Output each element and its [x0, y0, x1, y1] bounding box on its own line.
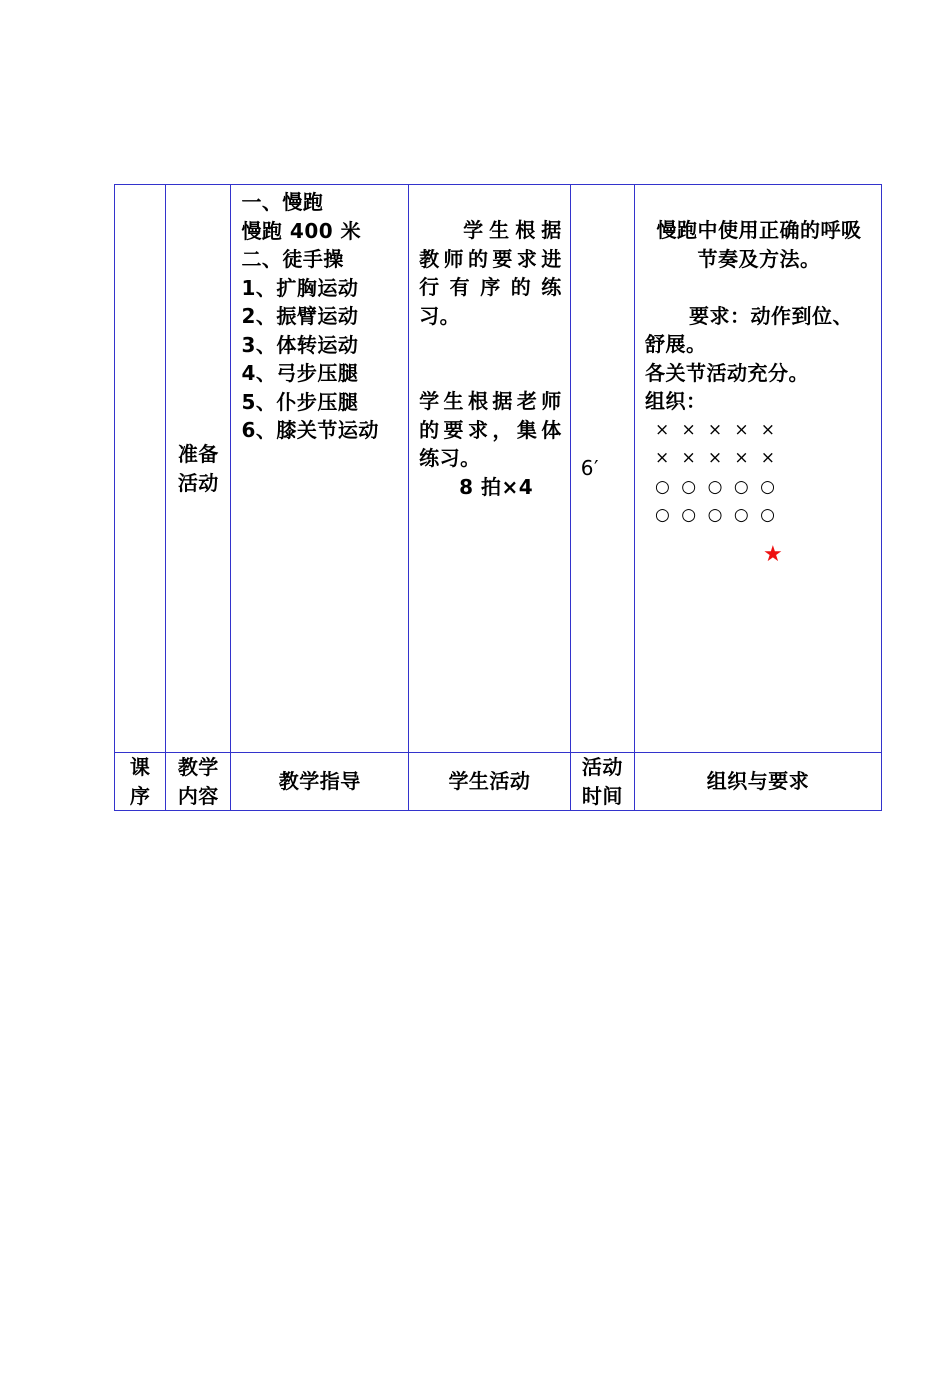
student-circle-mark: ○ — [707, 505, 723, 525]
student-circle-mark: ○ — [655, 476, 670, 497]
guide-item: 一、慢跑 — [241, 190, 324, 214]
student-line: 行 有 序 的 练 — [419, 275, 562, 299]
guide-item: 4、弓步压腿 — [241, 361, 359, 385]
header-content — [166, 753, 231, 811]
student-line: 学 生 根 据 — [463, 218, 562, 242]
guide-item: 慢跑 400 米 — [241, 218, 362, 243]
formation-row — [655, 444, 775, 473]
student-cross-mark: × — [707, 448, 723, 468]
header-content-line: 内容 — [177, 783, 219, 808]
formation-row — [655, 501, 775, 530]
student-cross-mark: × — [655, 419, 670, 440]
guide-item: 二、徒手操 — [241, 247, 344, 271]
activity-row — [115, 185, 882, 753]
guide-item: 1、扩胸运动 — [241, 275, 359, 300]
header-org: 组织与要求 — [635, 753, 882, 811]
org-cell — [635, 185, 882, 753]
formation-diagram — [645, 416, 873, 586]
guide-item: 2、振臂运动 — [241, 304, 359, 328]
org-line: 慢跑中使用正确的呼吸 — [656, 218, 862, 242]
student-cross-mark: × — [681, 419, 696, 440]
student-circle-mark: ○ — [681, 505, 697, 525]
header-time — [570, 753, 634, 811]
guide-item: 5、仆步压腿 — [241, 389, 359, 414]
duration-value: 6′ — [580, 456, 600, 481]
student-cross-mark: × — [707, 419, 723, 440]
header-seq-line: 序 — [129, 783, 151, 808]
header-student: 学生活动 — [409, 753, 571, 811]
student-cross-mark: × — [760, 448, 775, 468]
org-line: 节奏及方法。 — [697, 246, 821, 271]
student-line: 教 师 的 要 求 进 — [419, 246, 562, 271]
header-row — [115, 753, 882, 811]
student-circle-mark: ○ — [760, 476, 775, 497]
student-circle-mark: ○ — [681, 476, 697, 497]
organization-label: 组织： — [645, 389, 707, 413]
student-cross-mark: × — [655, 448, 670, 468]
student-circle-mark: ○ — [760, 505, 775, 525]
student-cross-mark: × — [681, 448, 696, 468]
requirement-line: 各关节活动充分。 — [645, 360, 809, 385]
student-cell — [409, 185, 571, 753]
content-cell — [166, 185, 231, 753]
guide-item: 3、体转运动 — [241, 332, 359, 357]
content-line: 准备 — [177, 442, 219, 466]
student-circle-mark: ○ — [733, 505, 749, 525]
student-cross-mark: × — [734, 419, 749, 440]
formation-row — [655, 416, 775, 445]
header-time-line: 活动 — [581, 755, 623, 779]
header-guide: 教学指导 — [231, 753, 409, 811]
header-time-line: 时间 — [581, 783, 623, 808]
student-cross-mark: × — [760, 419, 775, 440]
student-circle-mark: ○ — [733, 476, 749, 497]
header-seq-line: 课 — [129, 755, 151, 779]
guide-item: 6、膝关节运动 — [241, 418, 379, 442]
lesson-plan-table — [114, 184, 882, 811]
requirement-line: 舒展。 — [645, 332, 707, 356]
student-circle-mark: ○ — [707, 476, 723, 497]
guide-cell — [231, 185, 409, 753]
time-cell — [570, 185, 634, 753]
org-requirements — [635, 185, 881, 586]
student-activity-text — [409, 185, 570, 501]
requirement-line: 要求：动作到位、 — [689, 303, 853, 328]
header-content-line: 教学 — [177, 755, 219, 779]
guide-list — [231, 185, 408, 445]
student-line: 习。 — [419, 303, 461, 328]
student-circle-mark: ○ — [655, 505, 670, 525]
formation-row — [655, 473, 775, 502]
student-cross-mark: × — [734, 448, 749, 468]
header-seq — [115, 753, 166, 811]
beats-count: 8 拍×4 — [459, 474, 534, 499]
student-line: 学 生 根 据 老 师 — [419, 389, 562, 413]
content-line: 活动 — [177, 470, 219, 495]
seq-cell — [115, 185, 166, 753]
student-line: 的 要 求 ， 集 体 — [419, 417, 562, 442]
student-line: 练习。 — [419, 446, 481, 470]
teacher-star-icon: ★ — [763, 541, 783, 567]
